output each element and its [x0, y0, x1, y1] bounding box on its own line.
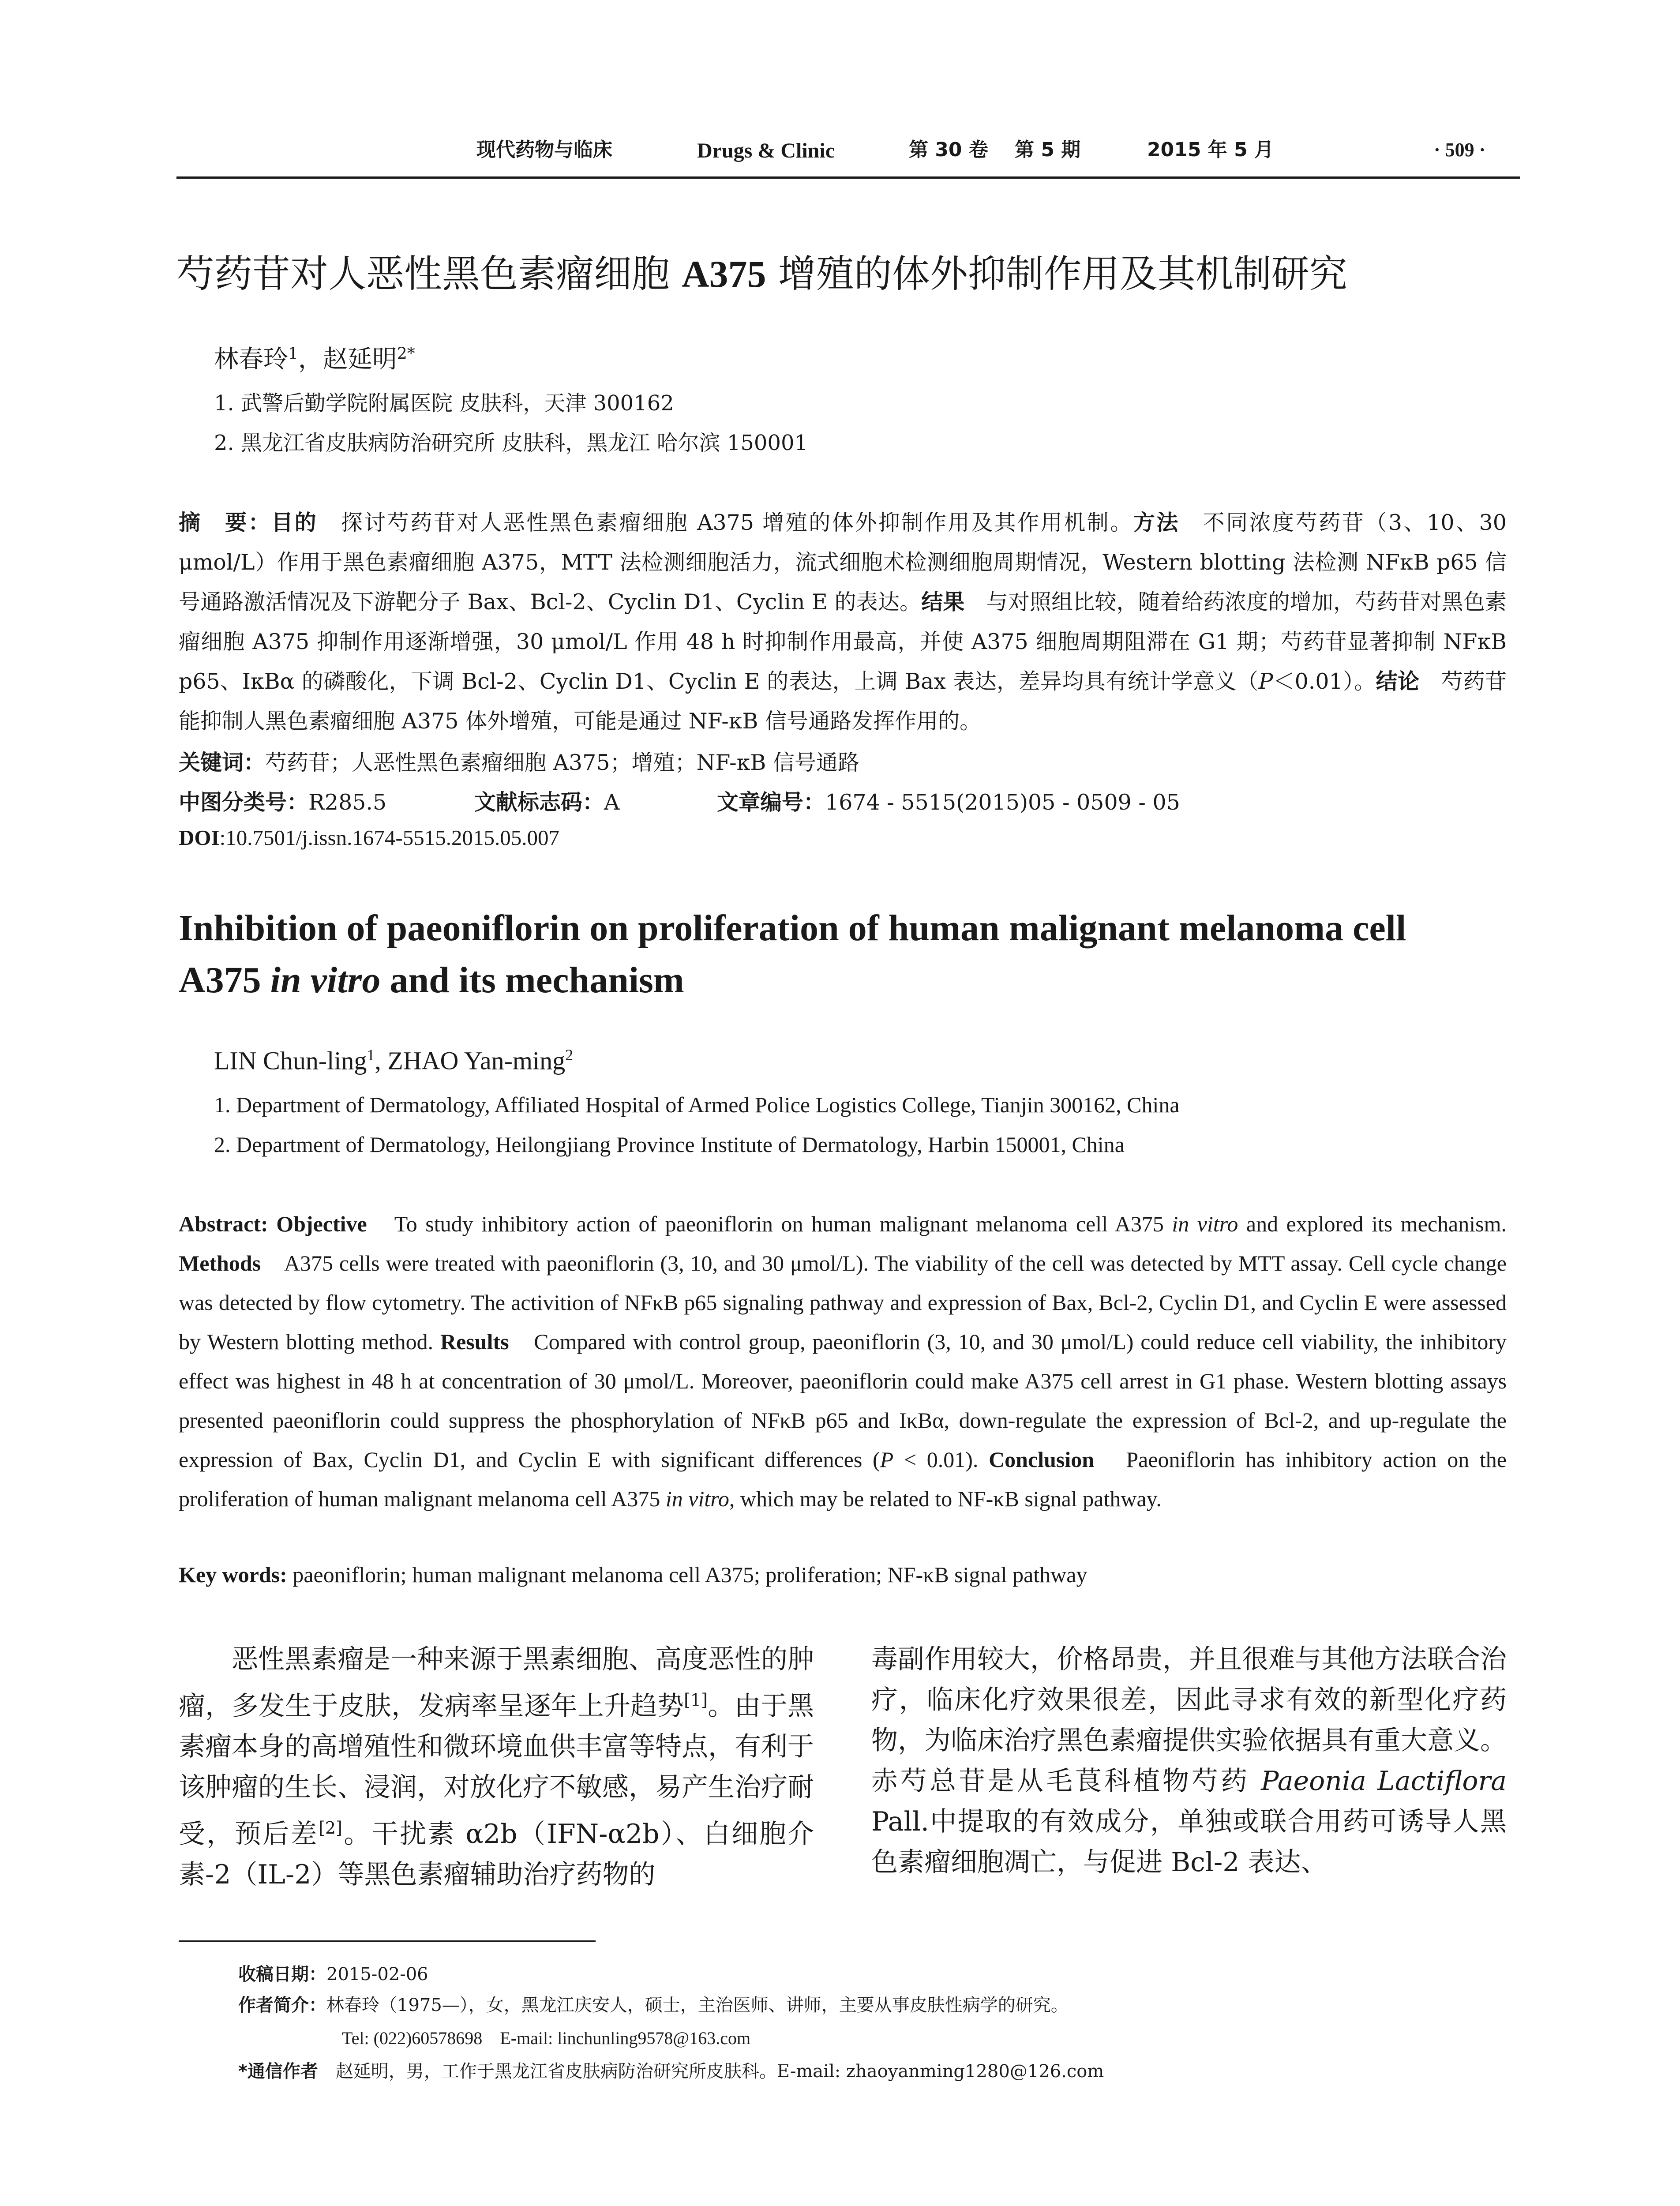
body-right-1: 毒副作用较大，价格昂贵，并且很难与其他方法联合治疗，临床化疗效果很差，因此寻求有效的新型化疗药物，为临床治疗黑色素瘤提供实验依据具有重大意义。赤芍总苷是从毛茛科植物芍药 [871, 1644, 1507, 1797]
author-cn-2: 赵延明 [322, 345, 397, 374]
doi [179, 825, 559, 850]
title-en-line2 [179, 954, 1524, 1006]
doc-code-value: A [604, 790, 620, 815]
affiliation-cn-2: 2. 黑龙江省皮肤病防治研究所 皮肤科，黑龙江 哈尔滨 150001 [214, 431, 808, 455]
abstract-en [179, 1204, 1507, 1519]
title-cn-before: 芍药苷对人恶性黑色素瘤细胞 [176, 252, 682, 296]
author-cn-2-sup: 2* [397, 345, 415, 363]
page-number: · 509 · [1434, 139, 1486, 161]
abstract-cn-p: P [1258, 669, 1273, 694]
journal-name-en: Drugs & Clinic [697, 139, 835, 162]
header-rule [176, 176, 1520, 179]
abstract-cn-label: 摘 要： [179, 510, 272, 535]
abstract-cn-methods-label: 方法 [1133, 510, 1180, 535]
classification-line [179, 785, 386, 816]
article-number-value: 1674 - 5515(2015)05 - 0509 - 05 [825, 790, 1180, 815]
footnote-bio [238, 1996, 1069, 2014]
author-cn-1-sup: 1 [288, 345, 298, 363]
abstract-en-objective-label: Objective [276, 1212, 367, 1236]
author-cn-1: 林春玲 [214, 345, 288, 374]
body-left-2: 。由于黑素瘤本身的高增殖性和微环境血供丰富等特点，有利于该肿瘤的生长、浸润，对放化疗不敏感，易产生治疗耐受，预后差 [179, 1691, 814, 1850]
keywords-en-label: Key words: [179, 1562, 293, 1587]
title-en [179, 902, 1524, 1006]
author-en-2-sup: 2 [565, 1046, 574, 1064]
abstract-en-objective-1: To study inhibitory action of paeoniflorin on human malignant melanoma cell A375 [367, 1212, 1172, 1236]
title-cn [176, 251, 1347, 297]
corresponding-label: *通信作者 [238, 2061, 318, 2082]
citation-2: [2] [319, 1818, 342, 1838]
abstract-en-conclusion-label: Conclusion [989, 1447, 1095, 1472]
doi-value: :10.7501/j.issn.1674-5515.2015.05.007 [219, 825, 559, 850]
affiliation-cn-1: 1. 武警后勤学院附属医院 皮肤科，天津 300162 [214, 391, 674, 416]
authors-en [214, 1046, 573, 1075]
body-right-italic: Paeonia Lactiflora [1261, 1766, 1507, 1797]
abstract-cn-conclusion-label: 结论 [1376, 669, 1420, 694]
doi-label: DOI [179, 825, 220, 850]
abstract-cn [179, 503, 1507, 741]
footnote-contact: Tel: (022)60578698 E-mail: linchunling9578@163.com [342, 2028, 751, 2048]
body-left-3: 。干扰素 α2b（IFN-α2b）、白细胞介素-2（IL-2）等黑色素瘤辅助治疗药物的 [179, 1819, 814, 1890]
journal-name-cn: 现代药物与临床 [476, 139, 612, 161]
title-cn-after: 增殖的体外抑制作用及其机制研究 [766, 252, 1347, 296]
received-label: 收稿日期： [238, 1964, 326, 1985]
title-en-italic: in vitro [270, 960, 381, 1001]
keywords-cn [179, 746, 859, 777]
body-left-1: 恶性黑素瘤是一种来源于黑素细胞、高度恶性的肿瘤，多发生于皮肤，发病率呈逐年上升趋势 [179, 1644, 814, 1722]
abstract-cn-objective-label: 目的 [271, 510, 318, 535]
abstract-en-p: P [880, 1447, 894, 1472]
keywords-en [179, 1562, 1087, 1587]
body-column-left [179, 1639, 814, 1895]
title-en-line1: Inhibition of paeoniflorin on proliferation of human malignant melanoma cell [179, 908, 1406, 949]
received-value: 2015-02-06 [326, 1964, 428, 1985]
title-en-line2-b: and its mechanism [380, 960, 684, 1001]
abstract-cn-methods: 不同浓度芍药苷（3、10、30 μmol/L）作用于黑色素瘤细胞 A375，MTT 法检测细胞活力，流式细胞术检测细胞周期情况，Western blotting 法检测 NFκB p65 信号通路激活情况及下游靶分子 Bax、Bcl-2、Cyclin D1、Cyclin E 的表达。 [179, 510, 1507, 615]
abstract-en-conclusion-italic: in vitro [665, 1486, 729, 1511]
author-en-2: ZHAO Yan-ming [387, 1046, 566, 1075]
affiliation-en-2: 2. Department of Dermatology, Heilongjiang Province Institute of Dermatology, Harbin 150001, China [214, 1132, 1125, 1157]
journal-volume: 第 30 卷 [909, 139, 988, 161]
bio-value: 林春玲（1975—），女，黑龙江庆安人，硕士，主治医师、讲师，主要从事皮肤性病学的研究。 [326, 1995, 1069, 2015]
article-number-label: 文章编号： [717, 790, 825, 815]
authors-cn [214, 340, 415, 375]
journal-issue: 第 5 期 [1015, 139, 1081, 161]
doc-code [474, 785, 619, 816]
author-en-1: LIN Chun-ling [214, 1046, 367, 1075]
body-right-2: Pall.中提取的有效成分，单独或联合用药可诱导人黑色素瘤细胞凋亡，与促进 Bcl-2 表达、 [871, 1806, 1507, 1878]
abstract-cn-objective: 探讨芍药苷对人恶性黑色素瘤细胞 A375 增殖的体外抑制作用及其作用机制。 [318, 510, 1133, 535]
footnote-rule [179, 1940, 596, 1942]
author-cn-sep: ， [298, 345, 323, 374]
footnote-corresponding [238, 2063, 1104, 2080]
clc-value: R285.5 [308, 790, 387, 815]
author-en-sep: , [375, 1046, 388, 1075]
citation-1: [1] [684, 1690, 708, 1710]
abstract-en-objective-italic: in vitro [1172, 1212, 1238, 1236]
author-en-1-sup: 1 [367, 1046, 375, 1064]
keywords-en-text: paeoniflorin; human malignant melanoma cell A375; proliferation; NF-κB signal pathway [292, 1562, 1088, 1587]
bio-label: 作者简介： [238, 1995, 326, 2015]
title-en-line2-a: A375 [179, 960, 270, 1001]
corresponding-value: 赵延明，男，工作于黑龙江省皮肤病防治研究所皮肤科。E-mail: zhaoyanming1280@126.com [318, 2061, 1104, 2082]
title-cn-bold: A375 [682, 253, 766, 295]
abstract-cn-results-label: 结果 [921, 589, 965, 615]
abstract-en-conclusion-2: , which may be related to NF-κB signal pathway. [729, 1486, 1162, 1511]
keywords-cn-label: 关键词： [179, 750, 266, 775]
abstract-en-label: Abstract: [179, 1212, 277, 1236]
abstract-en-results-1: Compared with control group, paeoniflorin (3, 10, and 30 μmol/L) could reduce cell viability, the inhibitory effect was highest in 48 h at concentration of 30 μmol/L. Moreover, paeoniflorin could make A375 cell arrest in G1 phase. Western blotting assays presented paeoniflorin could suppress the phosphorylation of NFκB p65 and IκBα, down-regulate the expression of Bcl-2, and up-regulate the expression of Bax, Cyclin D1, and Cyclin E with significant differences ( [179, 1329, 1507, 1472]
keywords-cn-text: 芍药苷；人恶性黑色素瘤细胞 A375；增殖；NF-κB 信号通路 [265, 750, 859, 775]
journal-date: 2015 年 5 月 [1147, 139, 1274, 161]
abstract-en-objective-2: and explored its mechanism. [1238, 1212, 1507, 1236]
abstract-cn-results-2: ＜0.01）。 [1273, 669, 1376, 694]
body-column-right [871, 1639, 1507, 1883]
abstract-en-methods: A375 cells were treated with paeoniflorin (3, 10, and 30 μmol/L). The viability of the cell was detected by MTT assay. Cell cycle change was detected by flow cytometry. The activition of NFκB p65 signaling pathway and expression of Bax, Bcl-2, Cyclin D1, and Cyclin E were assessed by Western blotting method. [179, 1251, 1507, 1354]
abstract-en-methods-label: Methods [179, 1251, 261, 1276]
doc-code-label: 文献标志码： [474, 790, 604, 815]
abstract-cn-results-1: 与对照组比较，随着给药浓度的增加，芍药苷对黑色素瘤细胞 A375 抑制作用逐渐增强，30 μmol/L 作用 48 h 时抑制作用最高，并使 A375 细胞周期阻滞在 G1 期；芍药苷显著抑制 NFκB p65、IκBα 的磷酸化，下调 Bcl-2、Cyclin D1、Cyclin E 的表达，上调 Bax 表达，差异均具有统计学意义（ [179, 589, 1507, 694]
footnote-received [238, 1966, 428, 1983]
clc-label: 中图分类号： [179, 790, 309, 815]
abstract-cn-conclusion: 芍药苷能抑制人黑色素瘤细胞 A375 体外增殖，可能是通过 NF-κB 信号通路发挥作用的。 [179, 669, 1507, 734]
article-number [717, 785, 1180, 816]
abstract-en-results-2: < 0.01). [893, 1447, 989, 1472]
abstract-en-conclusion-1: Paeoniflorin has inhibitory action on the proliferation of human malignant melanoma cell A375 [179, 1447, 1507, 1511]
abstract-en-results-label: Results [440, 1329, 509, 1354]
affiliation-en-1: 1. Department of Dermatology, Affiliated Hospital of Armed Police Logistics College, Tianjin 300162, China [214, 1092, 1180, 1117]
